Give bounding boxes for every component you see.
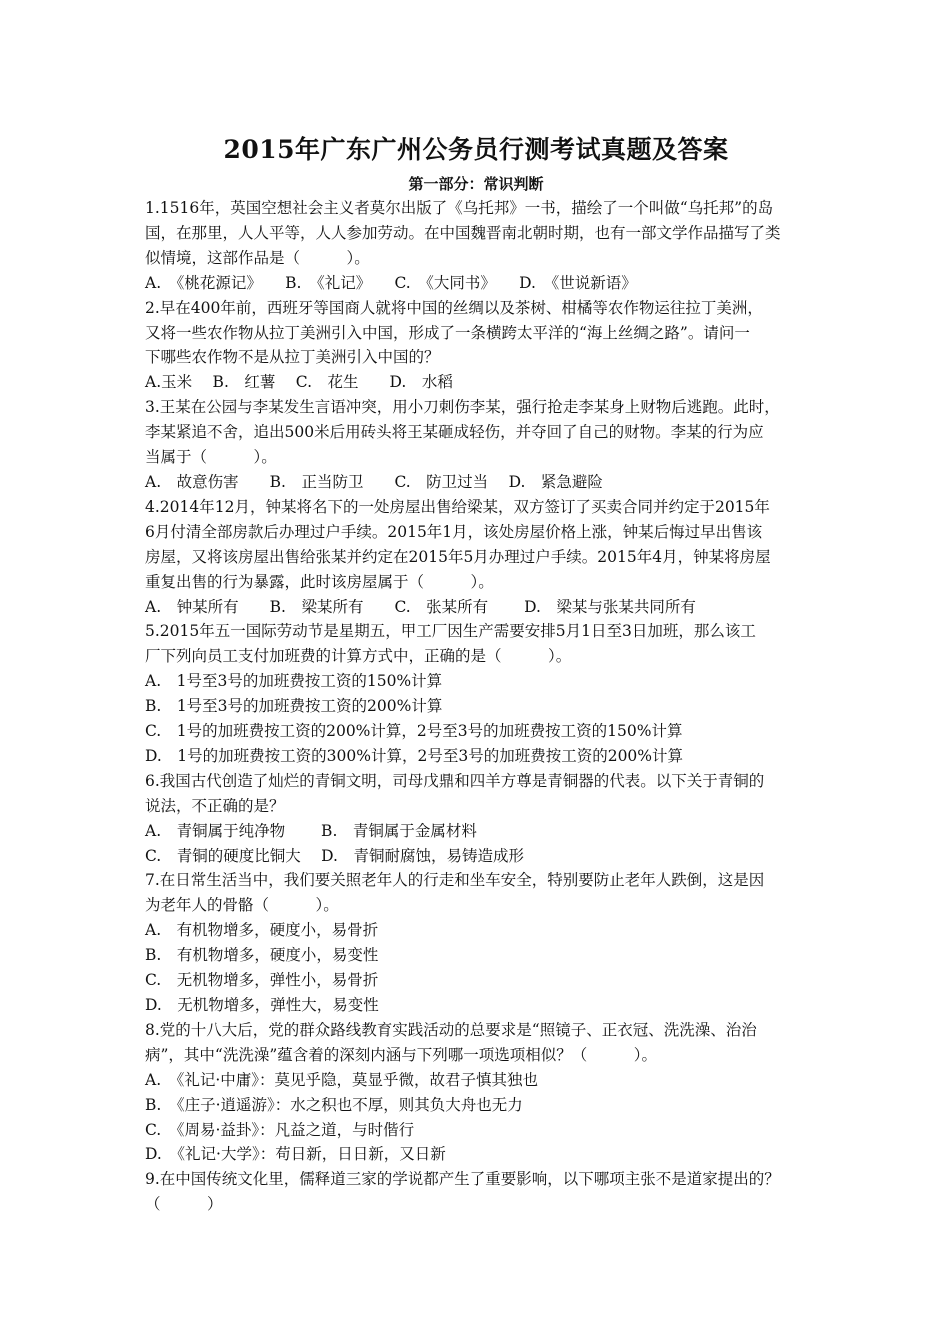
answer-option: B. 《庄子·逍遥游》：水之积也不厚，则其负大舟也无力 (145, 1095, 523, 1114)
question-text: 6.我国古代创造了灿烂的青铜文明，司母戊鼎和四羊方尊是青铜器的代表。以下关于青铜的 (145, 771, 765, 790)
answer-option: C. 无机物增多，弹性小，易骨折 (145, 971, 379, 990)
question-text: 似情境，这部作品是（ ）。 (145, 248, 370, 267)
question-text: 7.在日常生活当中，我们要关照老年人的行走和坐车安全，特别要防止老年人跌倒，这是因 (145, 871, 765, 890)
question-item (145, 619, 807, 768)
answer-option: A. 1号至3号的加班费按工资的150%计算 (145, 672, 443, 691)
question-text: 重复出售的行为暴露，此时该房屋属于（ ）。 (145, 572, 494, 591)
answer-option: D. 《礼记·大学》：苟日新，日日新，又日新 (145, 1145, 446, 1164)
answer-option: A. 有机物增多，硬度小，易骨折 (145, 921, 379, 940)
answer-option: D. 无机物增多，弹性大，易变性 (145, 996, 379, 1014)
question-text: 又将一些农作物从拉丁美洲引入中国，形成了一条横跨太平洋的“海上丝绸之路”。请问一 (145, 323, 750, 342)
question-text: 国，在那里，人人平等，人人参加劳动。在中国魏晋南北朝时期，也有一部文学作品描写了类 (145, 223, 781, 242)
question-text: 8.党的十八大后，党的群众路线教育实践活动的总要求是“照镜子、正衣冠、洗洗澡、治治 (145, 1020, 757, 1039)
document-page (145, 128, 807, 1217)
answer-option: B. 有机物增多，硬度小，易变性 (145, 946, 379, 965)
answer-option: A. 故意伤害 B. 正当防卫 C. 防卫过当 D. 紧急避险 (145, 472, 603, 491)
document-title: 2015年广东广州公务员行测考试真题及答案 (223, 135, 729, 164)
question-item (145, 196, 807, 296)
question-text: 为老年人的骨骼（ ）。 (145, 896, 339, 915)
question-list (145, 196, 807, 1217)
question-text: 厂下列向员工支付加班费的计算方式中，正确的是（ ）。 (145, 647, 572, 666)
question-text: （ ） (145, 1195, 223, 1214)
answer-option: A. 《礼记·中庸》：莫见乎隐，莫显乎微，故君子慎其独也 (145, 1070, 539, 1089)
question-text: 5.2015年五一国际劳动节是星期五，甲工厂因生产需要安排5月1日至3日加班，那么该工 (145, 622, 756, 641)
question-text: 6月付清全部房款后办理过户手续。2015年1月，该处房屋价格上涨，钟某后悔过早出售该 (145, 522, 763, 541)
question-item (145, 1018, 807, 1167)
section-title: 第一部分：常识判断 (408, 175, 544, 193)
question-text: 2.早在400年前，西班牙等国商人就将中国的丝绸以及茶树、柑橘等农作物运往拉丁美洲， (145, 298, 763, 317)
answer-option: A. 《桃花源记》 B. 《礼记》 C. 《大同书》 D. 《世说新语》 (145, 273, 637, 292)
question-text: 病”，其中“洗洗澡”蕴含着的深刻内涵与下列哪一项选项相似？（ ）。 (145, 1045, 658, 1064)
answer-option: B. 1号至3号的加班费按工资的200%计算 (145, 697, 443, 716)
question-text: 李某紧追不舍，追出500米后用砖头将王某砸成轻伤，并夺回了自己的财物。李某的行为应 (145, 423, 764, 442)
question-item (145, 769, 807, 869)
answer-option: A. 青铜属于纯净物 B. 青铜属于金属材料 (145, 821, 477, 840)
question-item (145, 868, 807, 1017)
question-text: 房屋，又将该房屋出售给张某并约定在2015年5月办理过户手续。2015年4月，钟某将房屋 (145, 547, 771, 566)
answer-option: A.玉米 B. 红薯 C. 花生 D. 水稻 (145, 373, 453, 392)
answer-option: C. 1号的加班费按工资的200%计算，2号至3号的加班费按工资的150%计算 (145, 722, 683, 741)
question-text: 当属于（ ）。 (145, 448, 277, 467)
question-item (145, 1167, 807, 1217)
answer-option: C. 《周易·益卦》：凡益之道，与时偕行 (145, 1120, 415, 1139)
question-text: 3.王某在公园与李某发生言语冲突，用小刀刺伤李某，强行抢走李某身上财物后逃跑。此时， (145, 398, 780, 417)
answer-option: C. 青铜的硬度比铜大 D. 青铜耐腐蚀，易铸造成形 (145, 846, 524, 865)
question-text: 9.在中国传统文化里，儒释道三家的学说都产生了重要影响，以下哪项主张不是道家提出的？ (145, 1170, 780, 1189)
question-text: 4.2014年12月，钟某将名下的一处房屋出售给梁某，双方签订了买卖合同并约定于2015年 (145, 497, 770, 516)
question-item (145, 395, 807, 495)
answer-option: D. 1号的加班费按工资的300%计算，2号至3号的加班费按工资的200%计算 (145, 746, 684, 765)
question-item (145, 296, 807, 396)
question-text: 说法，不正确的是？ (145, 796, 285, 815)
question-item (145, 495, 807, 620)
question-text: 下哪些农作物不是从拉丁美洲引入中国的？ (145, 348, 440, 367)
answer-option: A. 钟某所有 B. 梁某所有 C. 张某所有 D. 梁某与张某共同所有 (145, 597, 696, 616)
question-text: 1.1516年，英国空想社会主义者莫尔出版了《乌托邦》一书，描绘了一个叫做“乌托邦”的岛 (145, 199, 774, 217)
